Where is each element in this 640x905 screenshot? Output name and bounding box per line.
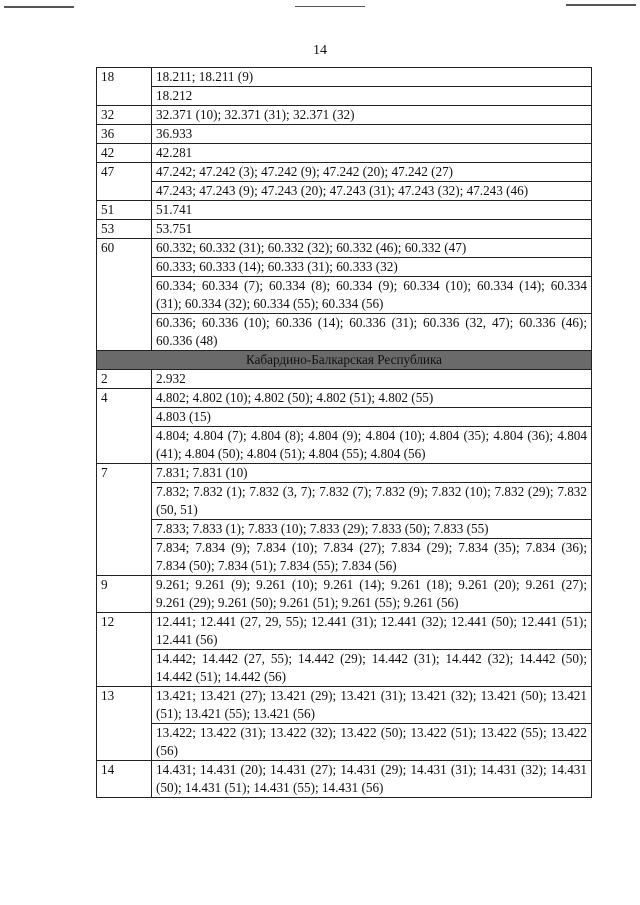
codes-cell: 60.336; 60.336 (10); 60.336 (14); 60.336 (31); 60.336 (32, 47); 60.336 (46); 60.336 (48) xyxy=(152,314,592,351)
table-row xyxy=(97,408,592,427)
scan-artifact-left xyxy=(4,6,74,8)
codes-cell: 60.334; 60.334 (7); 60.334 (8); 60.334 (9); 60.334 (10); 60.334 (14); 60.334 (31); 60.334 (32); 60.334 (55); 60.334 (56) xyxy=(152,277,592,314)
table-row xyxy=(97,389,592,408)
codes-cell: 60.333; 60.333 (14); 60.333 (31); 60.333 (32) xyxy=(152,258,592,277)
section-number-cell: 53 xyxy=(97,220,152,239)
table-row xyxy=(97,464,592,483)
codes-cell: 9.261; 9.261 (9); 9.261 (10); 9.261 (14); 9.261 (18); 9.261 (20); 9.261 (27); 9.261 (29); 9.261 (50); 9.261 (51); 9.261 (55); 9.261 (56) xyxy=(152,576,592,613)
section-number-cell: 4 xyxy=(97,389,152,464)
section-number-cell: 18 xyxy=(97,68,152,106)
table-row xyxy=(97,220,592,239)
codes-cell: 18.212 xyxy=(152,87,592,106)
page-number: 14 xyxy=(313,43,327,58)
table-row xyxy=(97,144,592,163)
codes-cell: 7.832; 7.832 (1); 7.832 (3, 7); 7.832 (7); 7.832 (9); 7.832 (10); 7.832 (29); 7.832 (50, 51) xyxy=(152,483,592,520)
codes-cell: 53.751 xyxy=(152,220,592,239)
codes-cell: 4.804; 4.804 (7); 4.804 (8); 4.804 (9); 4.804 (10); 4.804 (35); 4.804 (36); 4.804 (41); 4.804 (50); 4.804 (51); 4.804 (55); 4.804 (56) xyxy=(152,427,592,464)
section-number-cell: 7 xyxy=(97,464,152,576)
table-row xyxy=(97,277,592,314)
codes-cell: 2.932 xyxy=(152,370,592,389)
table-row xyxy=(97,687,592,724)
codes-cell: 12.441; 12.441 (27, 29, 55); 12.441 (31); 12.441 (32); 12.441 (50); 12.441 (51); 12.441 (56) xyxy=(152,613,592,650)
table-row xyxy=(97,87,592,106)
section-number-cell: 42 xyxy=(97,144,152,163)
section-number-cell: 9 xyxy=(97,576,152,613)
codes-cell: 4.802; 4.802 (10); 4.802 (50); 4.802 (51); 4.802 (55) xyxy=(152,389,592,408)
codes-cell: 47.242; 47.242 (3); 47.242 (9); 47.242 (20); 47.242 (27) xyxy=(152,163,592,182)
section-number-cell: 47 xyxy=(97,163,152,201)
codes-table xyxy=(96,67,592,798)
codes-cell: 7.831; 7.831 (10) xyxy=(152,464,592,483)
table-row xyxy=(97,314,592,351)
table-row xyxy=(97,483,592,520)
codes-cell: 18.211; 18.211 (9) xyxy=(152,68,592,87)
table-row xyxy=(97,370,592,389)
table-row xyxy=(97,520,592,539)
section-number-cell: 60 xyxy=(97,239,152,351)
codes-cell: 14.431; 14.431 (20); 14.431 (27); 14.431 (29); 14.431 (31); 14.431 (32); 14.431 (50); 14.431 (51); 14.431 (55); 14.431 (56) xyxy=(152,761,592,798)
codes-cell: 47.243; 47.243 (9); 47.243 (20); 47.243 (31); 47.243 (32); 47.243 (46) xyxy=(152,182,592,201)
codes-cell: 60.332; 60.332 (31); 60.332 (32); 60.332 (46); 60.332 (47) xyxy=(152,239,592,258)
table-row xyxy=(97,239,592,258)
table-row xyxy=(97,650,592,687)
codes-cell: 32.371 (10); 32.371 (31); 32.371 (32) xyxy=(152,106,592,125)
scan-artifact-center xyxy=(295,6,365,7)
codes-table-body xyxy=(97,68,592,798)
codes-cell: 13.421; 13.421 (27); 13.421 (29); 13.421 (31); 13.421 (32); 13.421 (50); 13.421 (51); 13.421 (55); 13.421 (56) xyxy=(152,687,592,724)
table-row xyxy=(97,576,592,613)
table-row xyxy=(97,201,592,220)
codes-cell: 51.741 xyxy=(152,201,592,220)
codes-cell: 42.281 xyxy=(152,144,592,163)
codes-cell: 14.442; 14.442 (27, 55); 14.442 (29); 14.442 (31); 14.442 (32); 14.442 (50); 14.442 (51); 14.442 (56) xyxy=(152,650,592,687)
section-number-cell: 36 xyxy=(97,125,152,144)
section-number-cell: 51 xyxy=(97,201,152,220)
section-number-cell: 2 xyxy=(97,370,152,389)
codes-cell: 4.803 (15) xyxy=(152,408,592,427)
table-row xyxy=(97,539,592,576)
table-row xyxy=(97,258,592,277)
table-row xyxy=(97,761,592,798)
table-row xyxy=(97,613,592,650)
section-number-cell: 14 xyxy=(97,761,152,798)
codes-cell: 7.834; 7.834 (9); 7.834 (10); 7.834 (27); 7.834 (29); 7.834 (35); 7.834 (36); 7.834 (50); 7.834 (51); 7.834 (55); 7.834 (56) xyxy=(152,539,592,576)
codes-cell: 7.833; 7.833 (1); 7.833 (10); 7.833 (29); 7.833 (50); 7.833 (55) xyxy=(152,520,592,539)
table-row xyxy=(97,182,592,201)
section-number-cell: 13 xyxy=(97,687,152,761)
table-row xyxy=(97,724,592,761)
table-row xyxy=(97,163,592,182)
section-number-cell: 32 xyxy=(97,106,152,125)
table-row xyxy=(97,427,592,464)
region-header-row xyxy=(97,351,592,370)
table-row xyxy=(97,106,592,125)
codes-cell: 36.933 xyxy=(152,125,592,144)
region-name: Кабардино-Балкарская Республика xyxy=(97,351,592,370)
table-row xyxy=(97,125,592,144)
table-row xyxy=(97,68,592,87)
codes-cell: 13.422; 13.422 (31); 13.422 (32); 13.422 (50); 13.422 (51); 13.422 (55); 13.422 (56) xyxy=(152,724,592,761)
scan-artifact-right xyxy=(566,4,636,6)
section-number-cell: 12 xyxy=(97,613,152,687)
